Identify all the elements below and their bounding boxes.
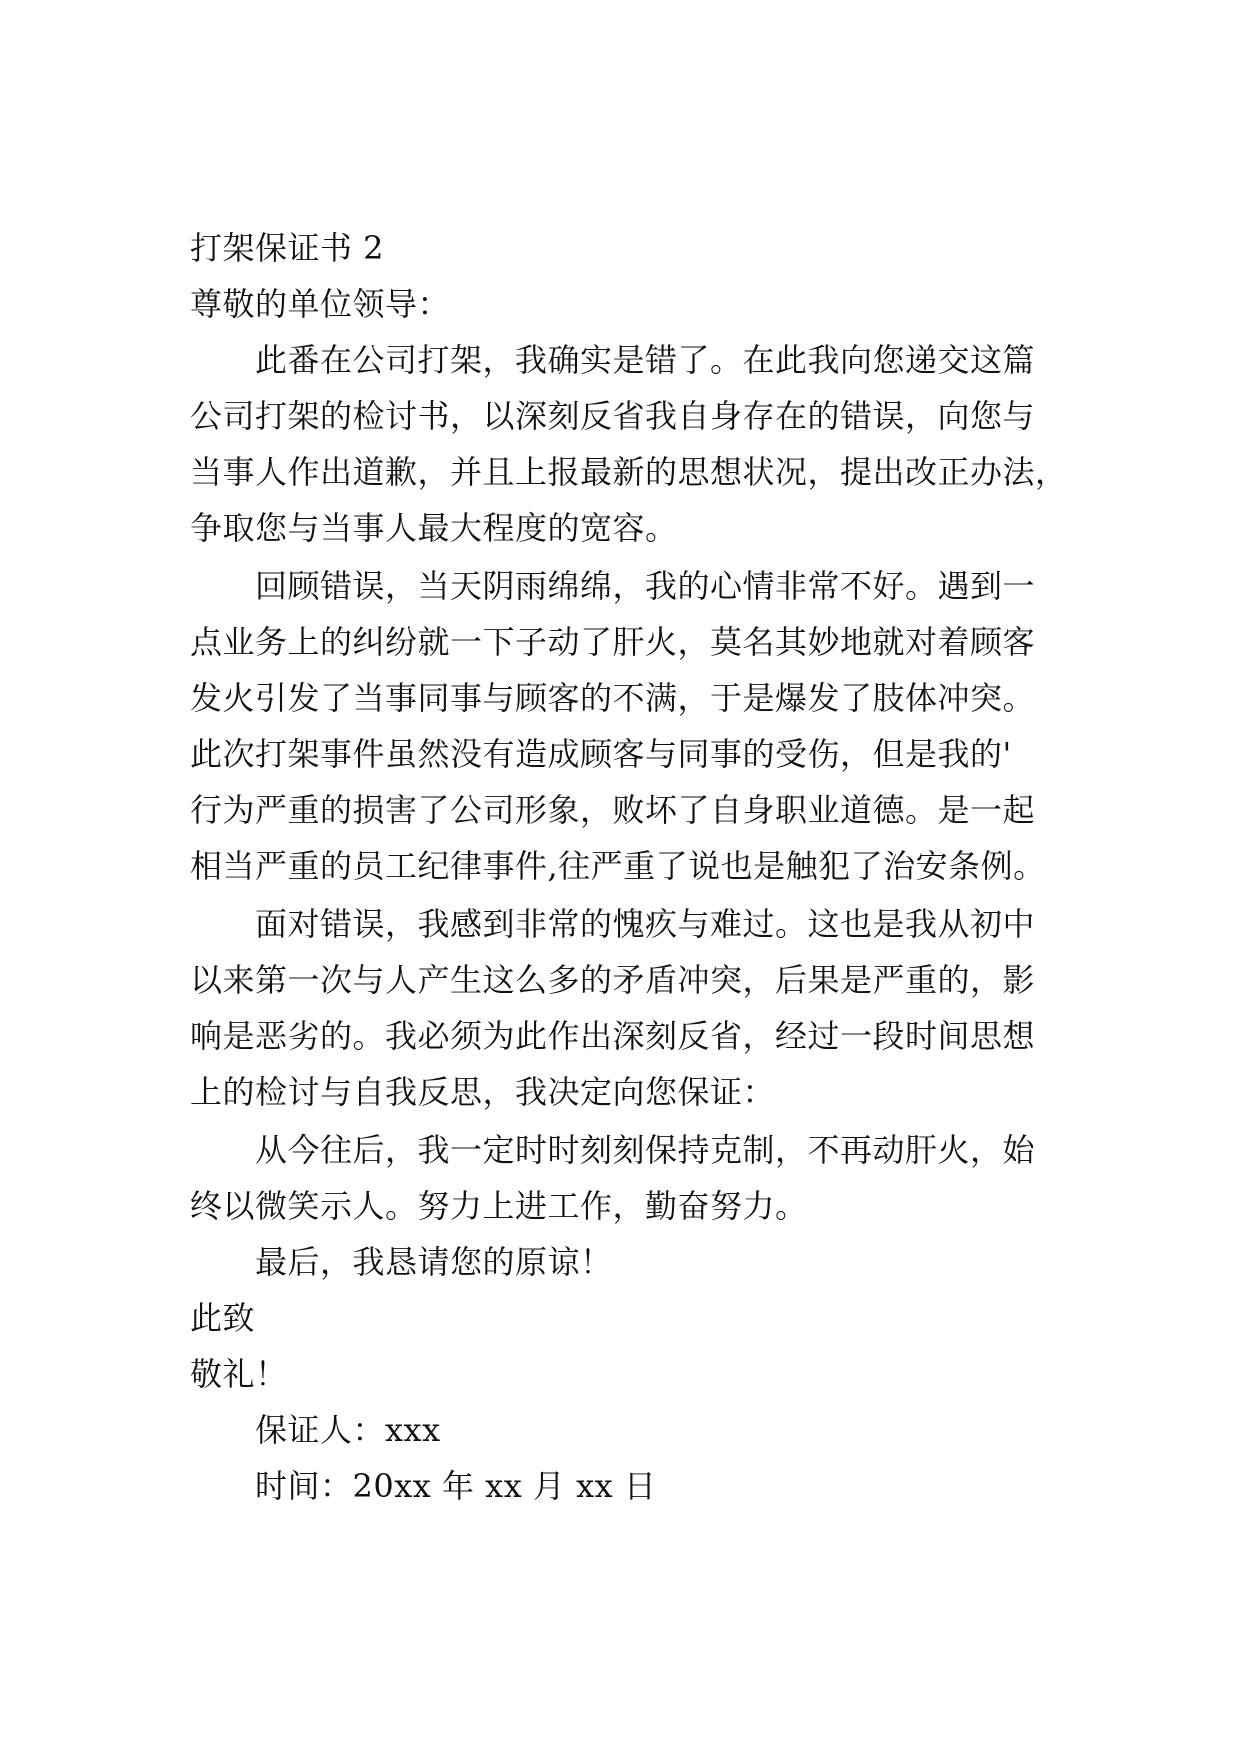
paragraph-1-line-2: 公司打架的检讨书，以深刻反省我自身存在的错误，向您与 xyxy=(190,397,1036,435)
document-title: 打架保证书 2 xyxy=(190,229,385,267)
date-line: 时间：20xx 年 xx 月 xx 日 xyxy=(255,1467,657,1505)
paragraph-2-line-3: 发火引发了当事同事与顾客的不满，于是爆发了肢体冲突。 xyxy=(190,679,1036,717)
paragraph-1-line-1: 此番在公司打架，我确实是错了。在此我向您递交这篇 xyxy=(255,341,1036,379)
signer-line: 保证人：xxx xyxy=(255,1411,441,1449)
closing-line-2: 敬礼！ xyxy=(190,1355,288,1393)
paragraph-2-line-2: 点业务上的纠纷就一下子动了肝火，莫名其妙地就对着顾客 xyxy=(190,623,1036,661)
closing-line-1: 此致 xyxy=(190,1299,256,1337)
paragraph-4-line-1: 从今往后，我一定时时刻刻保持克制，不再动肝火，始 xyxy=(255,1131,1036,1169)
paragraph-2-line-1: 回顾错误，当天阴雨绵绵，我的心情非常不好。遇到一 xyxy=(255,567,1036,605)
paragraph-3-line-3: 响是恶劣的。我必须为此作出深刻反省，经过一段时间思想 xyxy=(190,1017,1036,1055)
paragraph-3-line-2: 以来第一次与人产生这么多的矛盾冲突，后果是严重的，影 xyxy=(190,961,1036,999)
paragraph-4-line-2: 终以微笑示人。努力上进工作，勤奋努力。 xyxy=(190,1187,808,1225)
paragraph-3-line-1: 面对错误，我感到非常的愧疚与难过。这也是我从初中 xyxy=(255,905,1036,943)
paragraph-1-line-3: 当事人作出道歉，并且上报最新的思想状况，提出改正办法， xyxy=(190,453,1068,491)
paragraph-1-line-4: 争取您与当事人最大程度的宽容。 xyxy=(190,509,678,547)
paragraph-2-line-4: 此次打架事件虽然没有造成顾客与同事的受伤，但是我的' xyxy=(190,735,1012,773)
salutation: 尊敬的单位领导： xyxy=(190,285,451,323)
paragraph-2-line-5: 行为严重的损害了公司形象，败坏了自身职业道德。是一起 xyxy=(190,791,1036,829)
paragraph-2-line-6: 相当严重的员工纪律事件,往严重了说也是触犯了治安条例。 xyxy=(190,847,1046,885)
paragraph-3-line-4: 上的检讨与自我反思，我决定向您保证： xyxy=(190,1073,776,1111)
paragraph-5-line-1: 最后，我恳请您的原谅！ xyxy=(255,1243,613,1281)
